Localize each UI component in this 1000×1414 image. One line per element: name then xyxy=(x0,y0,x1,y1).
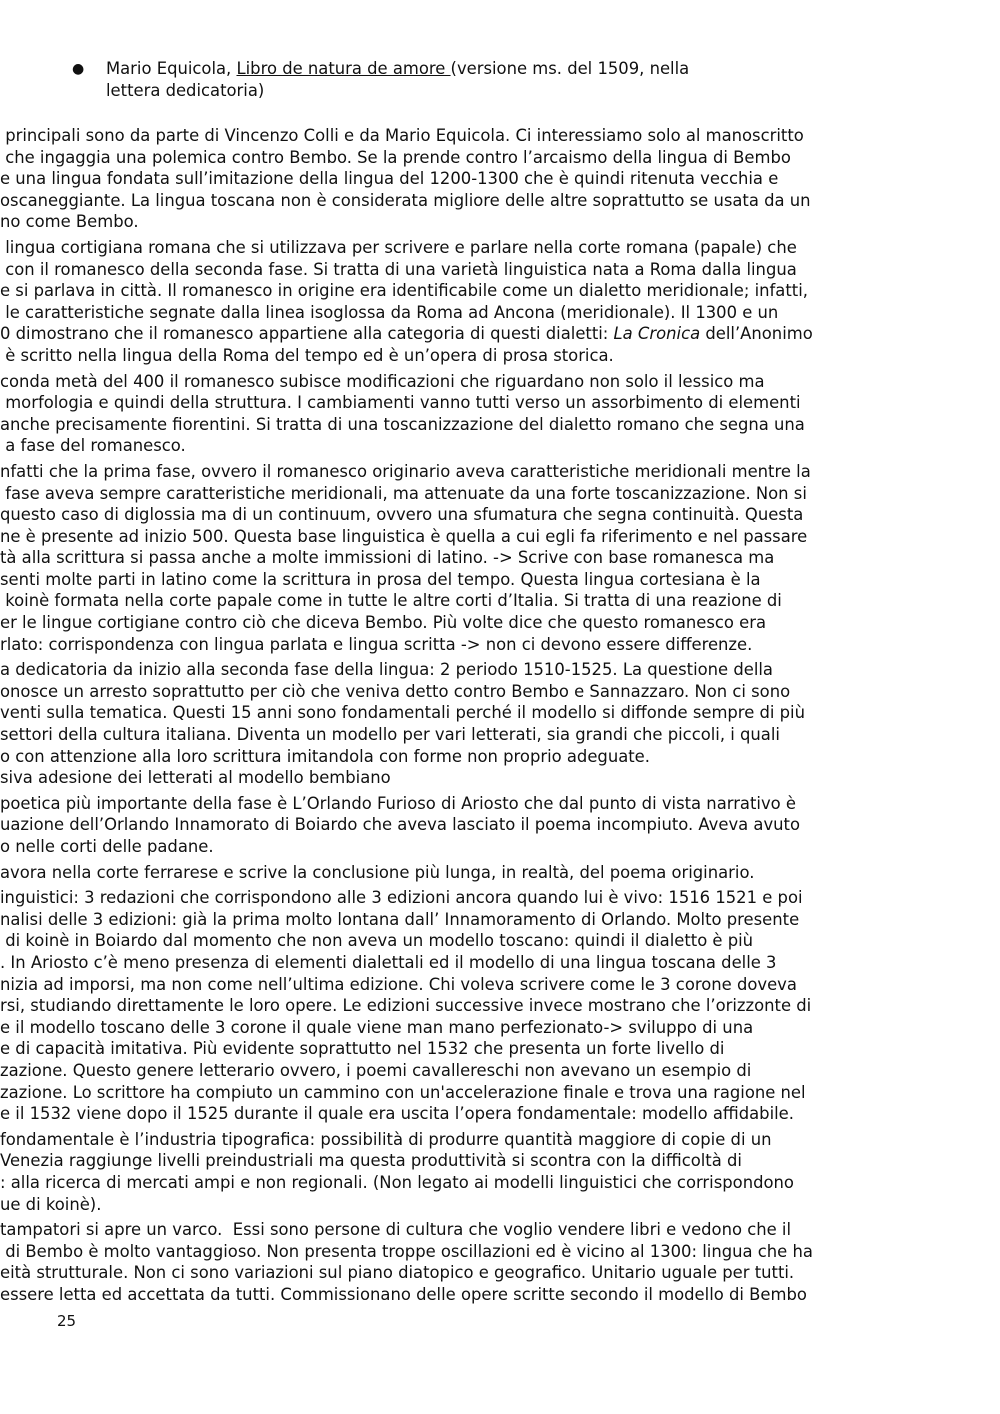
text-line xyxy=(0,323,940,345)
text-line: e il 1532 viene dopo il 1525 durante il quale era uscita l’opera fondamentale: modello affidabile. xyxy=(0,1104,794,1124)
text-line: koinè formata nella corte papale come in tutte le altre corti d’Italia. Si tratta di una reazione di xyxy=(0,591,782,611)
text-line: siva adesione dei letterati al modello bembiano xyxy=(0,768,391,788)
paragraph xyxy=(0,125,940,233)
bullet-book-title: Libro de natura de amore xyxy=(236,59,451,78)
text-line: o con attenzione alla loro scrittura imitandola con forme non proprio adeguate. xyxy=(0,746,650,766)
text-line: no come Bembo. xyxy=(0,212,139,232)
text-line: eità strutturale. Non ci sono variazioni sul piano diatopico e geografico. Unitario uguale per tutti. xyxy=(0,1263,795,1283)
bullet-author: Mario Equicola, xyxy=(106,59,237,78)
bullet-item-text xyxy=(106,58,689,102)
paragraph xyxy=(0,371,940,457)
bullet-item xyxy=(72,58,792,102)
text-line: zazione. Questo genere letterario ovvero, i poemi cavallereschi non avevano un esempio di xyxy=(0,1060,752,1080)
text-line: lingua cortigiana romana che si utilizzava per scrivere e parlare nella corte romana (papale) che xyxy=(0,237,797,257)
italic-work-title: La Cronica xyxy=(613,324,701,344)
text-line: con il romanesco della seconda fase. Si tratta di una varietà linguistica nata a Roma dalla lingua xyxy=(0,259,797,279)
text-line: ne è presente ad inizio 500. Questa base linguistica è quella a cui egli fa riferimento e nel passare xyxy=(0,526,808,546)
text-line: zazione. Lo scrittore ha compiuto un cammino con un'accelerazione finale e trova una ragione nel xyxy=(0,1082,806,1102)
paragraph xyxy=(0,461,940,655)
paragraph xyxy=(0,862,940,884)
text-line: nalisi delle 3 edizioni: già la prima molto lontana dall’ Innamoramento di Orlando. Molto presente xyxy=(0,909,800,929)
text-line: tampatori si apre un varco. Essi sono persone di cultura che voglio vendere libri e vedono che il xyxy=(0,1220,792,1240)
paragraph xyxy=(0,659,940,789)
text-line-after-title: dell’Anonimo xyxy=(700,324,813,344)
text-line: conda metà del 400 il romanesco subisce modificazioni che riguardano non solo il lessico ma xyxy=(0,371,765,391)
text-line: o nelle corti delle padane. xyxy=(0,837,214,856)
text-line: nfatti che la prima fase, ovvero il romanesco originario aveva caratteristiche meridionali mentre la xyxy=(0,461,811,481)
text-line: nizia ad imporsi, ma non come nell’ultima edizione. Chi voleva scrivere come le 3 corone doveva xyxy=(0,974,797,994)
document-body xyxy=(0,125,940,1309)
text-line: e di capacità imitativa. Più evidente soprattutto nel 1532 che presenta un forte livello di xyxy=(0,1039,725,1059)
text-line: e il modello toscano delle 3 corone il quale viene man mano perfezionato-> sviluppo di una xyxy=(0,1017,754,1037)
text-line: principali sono da parte di Vincenzo Colli e da Mario Equicola. Ci interessiamo solo al manoscritto xyxy=(0,126,804,145)
paragraph xyxy=(0,1219,940,1305)
paragraph xyxy=(0,887,940,1125)
text-line: ue di koinè). xyxy=(0,1194,102,1214)
text-line: poetica più importante della fase è L’Orlando Furioso di Ariosto che dal punto di vista narrativo è xyxy=(0,793,796,813)
text-line: uazione dell’Orlando Innamorato di Boiardo che aveva lasciato il poema incompiuto. Aveva avuto xyxy=(0,815,801,835)
text-line: er le lingue cortigiane contro ciò che diceva Bembo. Più volte dice che questo romanesco era xyxy=(0,613,767,633)
paragraph xyxy=(0,1129,940,1215)
paragraph xyxy=(0,793,940,858)
page-number: 25 xyxy=(57,1312,77,1330)
text-line: a fase del romanesco. xyxy=(0,436,186,456)
text-line: rsi, studiando direttamente le loro opere. Le edizioni successive invece mostrano che l’orizzonte di xyxy=(0,996,812,1016)
text-line: settori della cultura italiana. Diventa un modello per vari letterati, sia grandi che piccoli, i quali xyxy=(0,725,780,745)
text-line: venti sulla tematica. Questi 15 anni sono fondamentali perché il modello si diffonde sempre di più xyxy=(0,703,805,723)
text-line: rlato: corrispondenza con lingua parlata e lingua scritta -> non ci devono essere differenze. xyxy=(0,634,753,654)
text-line: le caratteristiche segnate dalla linea isoglossa da Roma ad Ancona (meridionale). Il 1300 e un xyxy=(0,302,779,322)
bullet-line2: lettera dedicatoria) xyxy=(106,81,265,100)
paragraph xyxy=(0,237,940,367)
text-line: senti molte parti in latino come la scrittura in prosa del tempo. Questa lingua cortesiana è la xyxy=(0,569,761,589)
text-line: morfologia e quindi della struttura. I cambiamenti vanno tutti verso un assorbimento di elementi xyxy=(0,393,801,413)
text-line-base: 0 dimostrano che il romanesco appartiene alla categoria di questi dialetti: xyxy=(0,324,614,344)
text-line: avora nella corte ferrarese e scrive la conclusione più lunga, in realtà, del poema originario. xyxy=(0,862,755,882)
text-line: oscaneggiante. La lingua toscana non è considerata migliore delle altre soprattutto se usata da un xyxy=(0,190,811,210)
text-line: e una lingua fondata sull’imitazione della lingua del 1200-1300 che è quindi ritenuta vecchia e xyxy=(0,169,779,189)
text-line: anche precisamente fiorentini. Si tratta di una toscanizzazione del dialetto romano che segna una xyxy=(0,414,805,434)
text-line: inguistici: 3 redazioni che corrispondono alle 3 edizioni ancora quando lui è vivo: 1516 1521 e poi xyxy=(0,888,803,908)
text-line: a dedicatoria da inizio alla seconda fase della lingua: 2 periodo 1510-1525. La questione della xyxy=(0,660,773,680)
text-line: Venezia raggiunge livelli preindustriali ma questa produttività si scontra con la difficoltà di xyxy=(0,1151,742,1171)
text-line: di Bembo è molto vantaggioso. Non presenta troppe oscillazioni ed è vicino al 1300: lingua che ha xyxy=(0,1241,813,1261)
bullet-line1-rest: (versione ms. del 1509, nella xyxy=(450,59,690,78)
text-line: è scritto nella lingua della Roma del tempo ed è un’opera di prosa storica. xyxy=(0,345,614,365)
bullet-list xyxy=(72,58,792,102)
text-line: essere letta ed accettata da tutti. Commissionano delle opere scritte secondo il modello di Bembo xyxy=(0,1284,807,1304)
text-line: di koinè in Boiardo dal momento che non aveva un modello toscano: quindi il dialetto è più xyxy=(0,931,754,951)
text-line: : alla ricerca di mercati ampi e non regionali. (Non legato ai modelli linguistici che corrispondono xyxy=(0,1172,794,1192)
text-line: . In Ariosto c’è meno presenza di elementi dialettali ed il modello di una lingua toscana delle 3 xyxy=(0,952,777,972)
text-line: che ingaggia una polemica contro Bembo. Se la prende contro l’arcaismo della lingua di Bembo xyxy=(0,147,791,167)
text-line: onosce un arresto soprattutto per ciò che veniva detto contro Bembo e Sannazzaro. Non ci sono xyxy=(0,681,791,701)
text-line: fondamentale è l’industria tipografica: possibilità di produrre quantità maggiore di copie di un xyxy=(0,1129,772,1149)
text-line: tà alla scrittura si passa anche a molte immissioni di latino. -> Scrive con base romanesca ma xyxy=(0,548,775,568)
text-line: e si parlava in città. Il romanesco in origine era identificabile come un dialetto meridionale; infatti, xyxy=(0,281,808,301)
bullet-icon: ● xyxy=(72,61,85,77)
text-line: questo caso di diglossia ma di un continuum, ovvero una sfumatura che segna continuità. Questa xyxy=(0,505,804,525)
text-line: fase aveva sempre caratteristiche meridionali, ma attenuate da una forte toscanizzazione. Non si xyxy=(0,483,807,503)
